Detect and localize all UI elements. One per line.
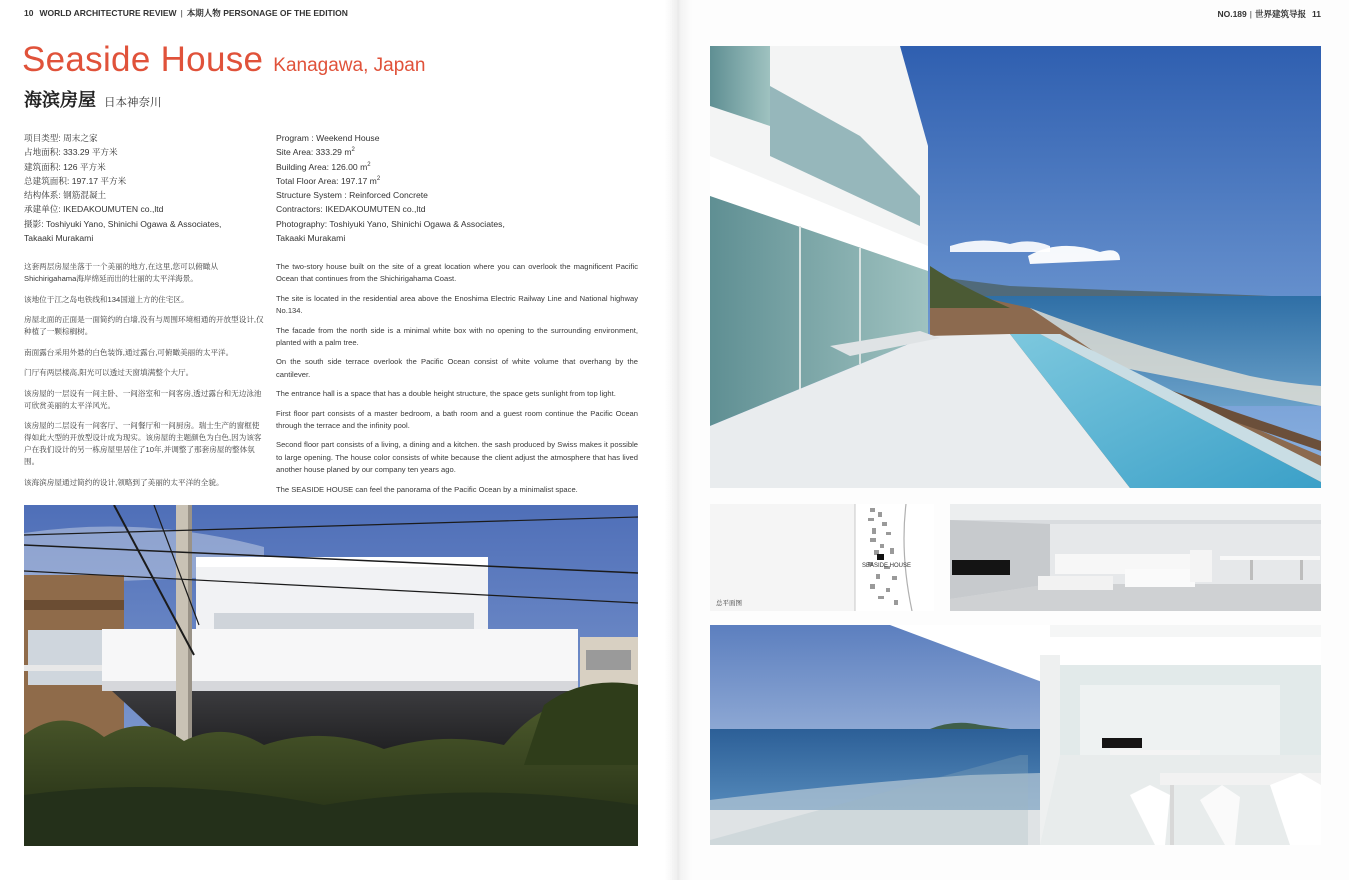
left-page bbox=[0, 0, 672, 880]
body-text-en bbox=[276, 261, 638, 503]
fact-en-row bbox=[276, 217, 576, 231]
photo-living-room bbox=[950, 504, 1321, 611]
paragraph-cn: 该房屋的二层设有一间客厅、一间餐厅和一间厨房。瑞士生产的窗框使得如此大型的开放型设计成为现实。该房屋的主题颜色为白色,因为该客户在我们设计的另一栋房屋里居住了10年,并调整了那套房屋的整体氛围。 bbox=[24, 421, 262, 466]
fact-en-row bbox=[276, 160, 576, 174]
title-location-cn: 日本神奈川 bbox=[104, 97, 162, 109]
paragraph-cn: 该海滨房屋通过简约的设计,领略到了美丽的太平洋的全貌。 bbox=[24, 477, 224, 487]
fact-value: IKEDAKOUMUTEN co.,ltd bbox=[325, 204, 426, 215]
section-cn: 本期人物 bbox=[186, 8, 221, 18]
fact-value: 钢筋混凝土 bbox=[63, 190, 107, 201]
fact-value: Weekend House bbox=[316, 133, 380, 143]
fact-en-row bbox=[276, 131, 576, 145]
header-separator: | bbox=[180, 8, 183, 18]
fact-value: 周末之家 bbox=[63, 133, 98, 143]
left-running-header bbox=[24, 7, 348, 19]
right-running-header bbox=[1217, 8, 1321, 20]
fact-value: 197.17 bbox=[340, 175, 368, 186]
fact-cn-row bbox=[24, 202, 259, 216]
photo-pool-terrace bbox=[710, 46, 1321, 488]
fact-en-row bbox=[276, 174, 576, 188]
section-en: PERSONAGE OF THE EDITION bbox=[223, 8, 348, 18]
fact-value: 197.17 平方米 bbox=[71, 175, 127, 186]
magazine-name: WORLD ARCHITECTURE REVIEW bbox=[39, 8, 177, 18]
north-facade-image bbox=[24, 505, 638, 846]
fact-cn-row bbox=[24, 131, 259, 145]
paragraph-cn: 门厅有两层楼高,阳光可以透过天窗填满整个大厅。 bbox=[24, 368, 194, 377]
fact-cn-row bbox=[24, 188, 259, 202]
site-plan-image bbox=[710, 504, 934, 611]
fact-unit-exponent: 2 bbox=[351, 147, 355, 154]
fact-value: Takaaki Murakami bbox=[276, 233, 346, 244]
fact-label: 建筑面积: bbox=[24, 161, 61, 172]
fact-cn-row bbox=[24, 145, 259, 159]
fact-unit: m bbox=[360, 161, 368, 172]
right-page-number: 11 bbox=[1312, 9, 1321, 19]
fact-label: 占地面积: bbox=[24, 147, 61, 158]
fact-label: Contractors: bbox=[276, 204, 323, 215]
living-room-image bbox=[950, 504, 1321, 611]
paragraph-en: The entrance hall is a space that has a double height structure, the space gets sunlight from top light. bbox=[276, 389, 616, 399]
fact-label: 项目类型: bbox=[24, 133, 61, 143]
fact-label: Photography: bbox=[276, 218, 328, 229]
paragraph-en: The site is located in the residential area above the Enoshima Electric Railway Line and National highway No.134. bbox=[276, 293, 638, 316]
paragraph-en: On the south side terrace overlook the Pacific Ocean consist of white volume that overhang by the cantilever. bbox=[276, 357, 638, 379]
fact-label: Building Area: bbox=[276, 161, 330, 172]
fact-unit: m bbox=[369, 175, 377, 186]
paragraph-en: Second floor part consists of a living, a dining and a kitchen. the sash produced by Swiss makes it possible to large opening. The house color consists of white because the client adjust the atmosphere that has lived another house planed by our company ten years ago. bbox=[276, 440, 638, 475]
title-cn-block bbox=[24, 86, 162, 112]
right-page bbox=[672, 0, 1349, 880]
left-page-number: 10 bbox=[24, 8, 34, 18]
site-plan-map bbox=[710, 504, 934, 611]
fact-label: Site Area: bbox=[276, 147, 314, 158]
fact-value: IKEDAKOUMUTEN co.,ltd bbox=[63, 204, 164, 215]
header-separator: | bbox=[1249, 9, 1252, 19]
fact-label: 承建单位: bbox=[24, 204, 61, 215]
magazine-name-cn: 世界建筑导报 bbox=[1254, 9, 1306, 19]
facts-cn bbox=[24, 131, 259, 245]
page-title: Seaside House bbox=[22, 40, 264, 79]
fact-value: 333.29 平方米 bbox=[63, 147, 118, 158]
fact-en-row bbox=[276, 231, 576, 245]
fact-en-row bbox=[276, 202, 576, 216]
paragraph-cn: 房屋北面的正面是一面简约的白墙,没有与周围环境相通的开放型设计,仅种植了一颗棕榈树。 bbox=[24, 315, 264, 336]
paragraph-en: First floor part consists of a master bedroom, a bath room and a guest room continue the Pacific Ocean through the terrace and the infinity pool. bbox=[276, 408, 638, 431]
paragraph-en: The SEASIDE HOUSE can feel the panorama of the Pacific Ocean by a minimalist space. bbox=[276, 484, 578, 494]
fact-value: Toshiyuki Yano, Shinichi Ogawa & Associates, bbox=[329, 218, 505, 229]
paragraph-cn: 该房屋的一层设有一间主卧、一间浴室和一间客房,透过露台和无边泳池可欣赏美丽的太平洋风光。 bbox=[24, 388, 262, 410]
fact-unit-exponent: 2 bbox=[367, 161, 371, 168]
fact-cn-row bbox=[24, 174, 259, 188]
paragraph-cn: 该地位于江之岛电铁线和134国道上方的住宅区。 bbox=[24, 294, 189, 304]
page-title-cn: 海滨房屋 bbox=[24, 90, 96, 110]
facts-en bbox=[276, 131, 576, 245]
fact-label: Structure System : bbox=[276, 190, 347, 201]
fact-value: 333.29 bbox=[315, 147, 342, 158]
site-label: SEASIDE HOUSE bbox=[862, 563, 912, 569]
fact-unit-exponent: 2 bbox=[376, 176, 381, 183]
paragraph-en: The facade from the north side is a minimal white box with no opening to the surrounding environment, planted with a palm tree. bbox=[276, 325, 638, 348]
fact-value: Reinforced Concrete bbox=[349, 190, 428, 201]
fact-value: 126.00 bbox=[331, 161, 358, 172]
fact-label: 摄影: bbox=[24, 218, 44, 229]
paragraph-en: The two-story house built on the site of a great location where you can overlook the magnificent Pacific Ocean that continues from the Shichirigahama Coast. bbox=[276, 262, 638, 284]
fact-en-row bbox=[276, 188, 576, 202]
fact-unit: m bbox=[344, 147, 352, 158]
paragraph-cn: 南面露台采用外悬的白色装饰,通过露台,可俯瞰美丽的太平洋。 bbox=[24, 347, 234, 357]
paragraph-cn: 这套两层房屋坐落于一个美丽的地方,在这里,您可以俯瞰从Shichirigahama海岸绵延而出的壮丽的太平洋海景。 bbox=[24, 262, 219, 283]
fact-cn-row bbox=[24, 231, 259, 245]
fact-label: Total Floor Area: bbox=[276, 175, 339, 186]
fact-value: Takaaki Murakami bbox=[24, 233, 94, 244]
fact-label: Program : bbox=[276, 133, 314, 143]
issue-number: NO.189 bbox=[1217, 9, 1247, 19]
title-location: Kanagawa, Japan bbox=[273, 55, 426, 76]
fact-label: 结构体系: bbox=[24, 190, 61, 201]
site-plan-caption: 总平面图 bbox=[716, 600, 742, 607]
body-text-cn bbox=[24, 261, 264, 497]
site-marker bbox=[877, 554, 884, 560]
fact-cn-row bbox=[24, 217, 259, 231]
fact-cn-row bbox=[24, 160, 259, 174]
fact-label: 总建筑面积: bbox=[24, 175, 70, 186]
photo-north-facade bbox=[24, 505, 638, 846]
title-en-block bbox=[22, 40, 425, 80]
fact-value: 126 平方米 bbox=[63, 161, 106, 172]
photo-interior-seaview bbox=[710, 625, 1321, 845]
pool-terrace-image bbox=[710, 46, 1321, 488]
fact-value: Toshiyuki Yano, Shinichi Ogawa & Associates, bbox=[45, 218, 222, 229]
fact-en-row bbox=[276, 145, 576, 159]
interior-seaview-image bbox=[710, 625, 1321, 845]
